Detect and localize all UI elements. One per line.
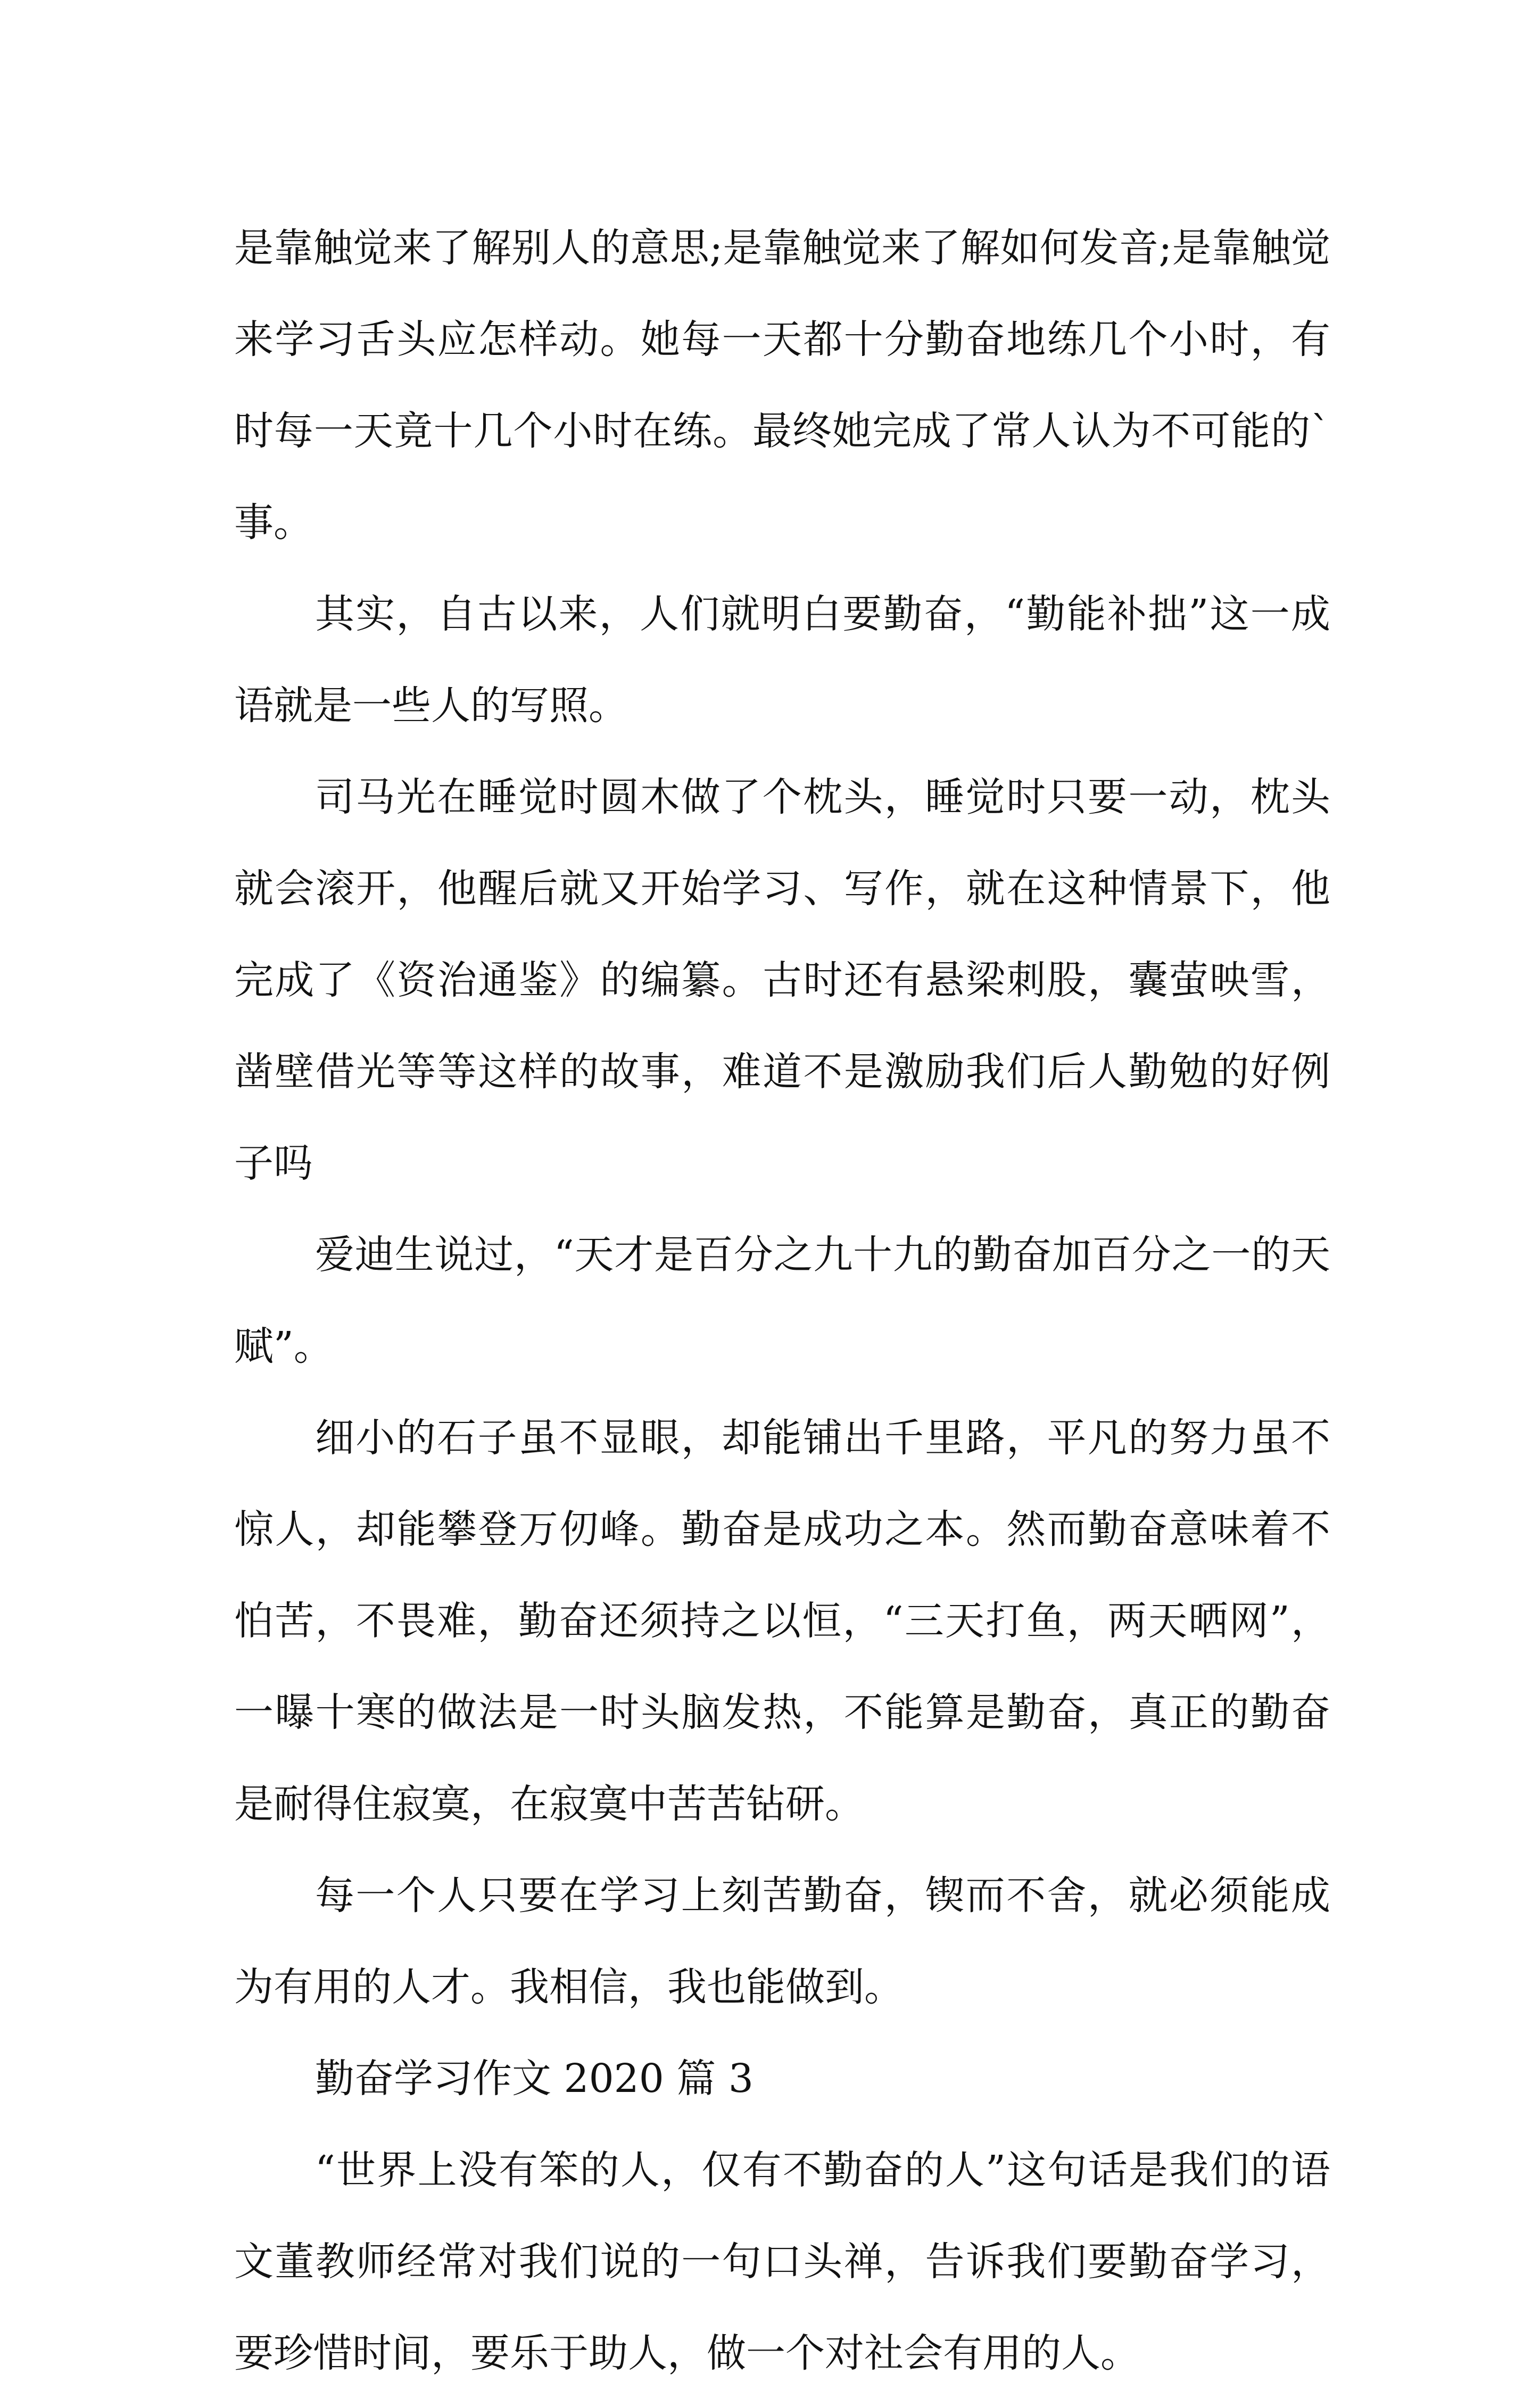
paragraph-2: 其实，自古以来，人们就明白要勤奋，“勤能补拙”这一成语就是一些人的写照。 xyxy=(234,591,1330,729)
paragraph-5: 细小的石子虽不显眼，却能铺出千里路，平凡的努力虽不惊人，却能攀登万仞峰。勤奋是成功之本。然而勤奋意味着不怕苦，不畏难，勤奋还须持之以恒，“三天打鱼，两天晒网”，一曝十寒的做法是一时头脑发热，不能算是勤奋，真正的勤奋是耐得住寂寞，在寂寞中苦苦钻研。 xyxy=(234,1415,1330,1827)
paragraph-6: 每一个人只要在学习上刻苦勤奋，锲而不舍，就必须能成为有用的人才。我相信，我也能做到。 xyxy=(234,1873,1330,2010)
section-heading: 勤奋学习作文 2020 篇 3 xyxy=(315,2056,754,2102)
paragraph-3: 司马光在睡觉时圆木做了个枕头，睡觉时只要一动，枕头就会滚开，他醒后就又开始学习、写作，就在这种情景下，他完成了《资治通鉴》的编纂。古时还有悬梁刺股，囊萤映雪，凿壁借光等等这样的故事，难道不是激励我们后人勤勉的好例子吗 xyxy=(234,774,1330,1186)
document-body xyxy=(234,202,1330,2399)
paragraph-7: “世界上没有笨的人，仅有不勤奋的人”这句话是我们的语文董教师经常对我们说的一句口头禅，告诉我们要勤奋学习，要珍惜时间，要乐于助人，做一个对社会有用的人。 xyxy=(234,2147,1330,2376)
paragraph-1: 是靠触觉来了解别人的意思;是靠触觉来了解如何发音;是靠触觉来学习舌头应怎样动。她每一天都十分勤奋地练几个小时，有时每一天竟十几个小时在练。最终她完成了常人认为不可能的`事。 xyxy=(234,225,1330,545)
paragraph-4: 爱迪生说过，“天才是百分之九十九的勤奋加百分之一的天赋”。 xyxy=(234,1232,1330,1369)
